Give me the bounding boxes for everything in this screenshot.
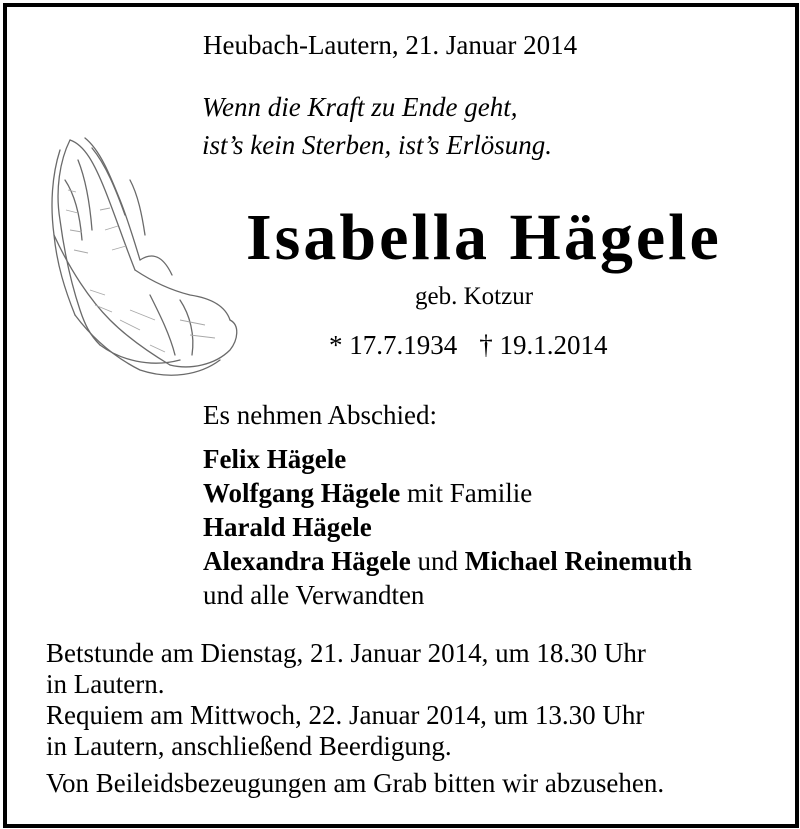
birth-name: geb. Kotzur — [415, 283, 534, 310]
mourner-line — [203, 510, 692, 544]
motto-line: ist’s kein Sterben, ist’s Erlösung. — [202, 130, 553, 160]
death-date: † 19.1.2014 — [479, 330, 608, 360]
mourner-line — [203, 476, 692, 510]
place-date: Heubach-Lautern, 21. Januar 2014 — [203, 30, 578, 60]
mourner-name: Felix Hägele — [203, 444, 347, 474]
relatives-line: und alle Verwandten — [203, 580, 425, 610]
mourner-name: Harald Hägele — [203, 512, 372, 542]
mourner-line — [203, 442, 692, 476]
info-line: Requiem am Mittwoch, 22. Januar 2014, um 13.30 Uhr — [46, 700, 645, 730]
mourner-name: Wolfgang Hägele — [203, 478, 401, 508]
farewell-heading: Es nehmen Abschied: — [203, 400, 437, 430]
mourners-list — [203, 442, 692, 612]
info-line: Betstunde am Dienstag, 21. Januar 2014, um 18.30 Uhr — [46, 638, 646, 668]
mourner-conjunction: und — [410, 546, 465, 576]
info-line: in Lautern, anschließend Beerdigung. — [46, 731, 452, 761]
motto — [202, 88, 552, 164]
service-info — [46, 638, 664, 799]
life-dates — [329, 330, 608, 361]
birth-date: * 17.7.1934 — [329, 330, 458, 360]
mourner-name: Michael Reinemuth — [464, 546, 692, 576]
mourner-name: Alexandra Hägele — [203, 546, 411, 576]
info-line: in Lautern. — [46, 669, 165, 699]
mourner-suffix: mit Familie — [400, 478, 533, 508]
deceased-name: Isabella Hägele — [246, 201, 722, 274]
info-line: Von Beileidsbezeugungen am Grab bitten wir abzusehen. — [46, 768, 665, 798]
mourner-line — [203, 544, 692, 578]
motto-line: Wenn die Kraft zu Ende geht, — [202, 92, 518, 122]
